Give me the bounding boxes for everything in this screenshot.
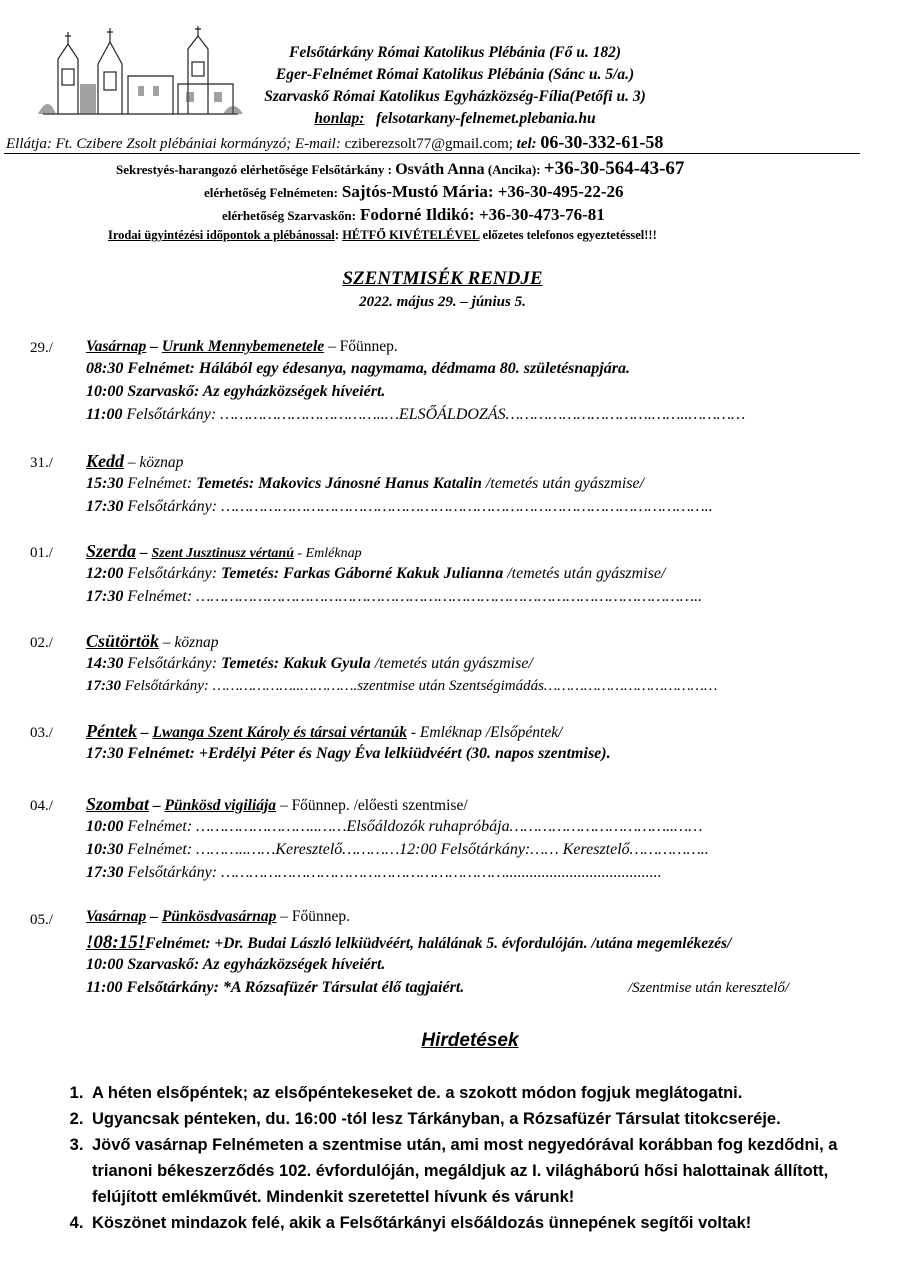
office-hours: [108, 228, 657, 243]
feast-rank: – köznap: [159, 634, 219, 651]
day-dash: –: [146, 338, 162, 355]
mass-line: [86, 498, 713, 516]
office-suffix: előzetes telefonos egyeztetéssel!!!: [482, 228, 657, 242]
felnemet-contact: [204, 182, 624, 202]
mass-text: Temetés: Makovics Jánosné Hanus Katalin: [196, 475, 482, 492]
mass-text: Felnémet: ……………………..……Elsőáldozók ruhapróbája……………………………..……: [123, 818, 703, 835]
mass-line: [86, 475, 644, 493]
day-number: 01./: [30, 545, 53, 561]
feast-rank: – köznap: [124, 454, 184, 471]
mass-line: [86, 864, 662, 882]
day-heading: [86, 338, 398, 356]
mass-note: /Szentmise után keresztelő/: [628, 980, 790, 996]
mass-note: /temetés után gyászmise/: [503, 565, 666, 582]
mass-place: Felnémet:: [123, 475, 197, 492]
office-colon: :: [334, 228, 340, 242]
szarvasko-value: Fodorné Ildikó: +36-30-473-76-81: [359, 205, 605, 224]
schedule-title: SZENTMISÉK RENDJE: [342, 268, 543, 289]
office-label: Irodai ügyintézési időpontok a plébánossal: [108, 228, 335, 242]
day-heading: [86, 908, 350, 926]
mass-time: 17:30: [86, 864, 124, 881]
parish-line-1: Felsőtárkány Római Katolikus Plébánia (Fő u. 182): [289, 44, 621, 61]
day-heading: [86, 541, 362, 562]
parish-line-3: Szarvaskő Római Katolikus Egyházközség-Fília(Petőfi u. 3): [264, 88, 646, 105]
day-name: Péntek: [86, 721, 137, 741]
day-dash: –: [149, 797, 165, 814]
day-name: Szerda: [86, 541, 137, 561]
mass-line: [86, 956, 385, 974]
day-dash: –: [136, 544, 152, 561]
mass-text: Temetés: Farkas Gáborné Kakuk Julianna: [221, 565, 504, 582]
sexton-name: Osváth Anna: [395, 161, 485, 178]
mass-line: [86, 588, 702, 606]
day-dash: –: [146, 908, 162, 925]
mass-text: Felnémet: Hálából egy édesanya, nagymama, dédmama 80. születésnapjára.: [123, 360, 630, 377]
mass-time: 17:30: [86, 745, 124, 762]
day-name: Vasárnap: [86, 338, 147, 355]
mass-text: Szarvaskő: Az egyházközségek híveiért.: [123, 383, 386, 400]
mass-line: [86, 818, 703, 836]
day-heading: [86, 451, 183, 472]
szarvasko-label: elérhetőség Szarvaskőn:: [222, 208, 356, 223]
mass-text: Felsőtárkány: *A Rózsafüzér Társulat élő tagjaiért.: [122, 979, 465, 996]
contact-email[interactable]: cziberezsolt77@gmail.com;: [344, 136, 513, 152]
mass-text: Felnémet: +Dr. Budai László lelkiüdvéért, halálának 5. évfordulóján. /utána megemlékezés/: [145, 935, 732, 952]
mass-time: 10:00: [86, 383, 124, 400]
day-heading: [86, 794, 468, 815]
day-number: 31./: [30, 455, 53, 471]
mass-time: 17:30: [86, 678, 121, 694]
feast-name: Pünkösd vigiliája: [164, 797, 277, 814]
day-number: 04./: [30, 798, 53, 814]
feast-rank: – Főünnep. /előesti szentmise/: [276, 797, 468, 814]
contact-tel: 06-30-332-61-58: [540, 132, 664, 152]
sexton-label: Sekrestyés-harangozó elérhetősége Felsőtárkány :: [116, 162, 392, 177]
sexton-nick: (Ancika):: [487, 162, 541, 177]
feast-name: Urunk Mennybemenetele: [161, 338, 325, 355]
homepage-line: [195, 110, 715, 128]
mass-line: [86, 841, 709, 859]
mass-place: Felsőtárkány:: [123, 655, 222, 672]
day-number: 29./: [30, 340, 53, 356]
mass-time: 17:30: [86, 588, 124, 605]
szarvasko-contact: [222, 205, 605, 225]
sexton-phone: +36-30-564-43-67: [543, 158, 685, 179]
mass-time: !08:15!: [86, 932, 146, 953]
announcement-item: 3. Jövő vasárnap Felnémeten a szentmise után, ami most negyedórával korábban fog kezdődni, a trianoni békeszerződés 102. évfordulóján, megáldjuk az I. világháború hősi halottainak állított, felújított emlékművét. Mindenkit szeretettel hívunk és várunk!: [88, 1132, 888, 1210]
mass-time: 17:30: [86, 498, 124, 515]
day-name: Szombat: [86, 794, 150, 814]
feast-rank: - Emléknap /Elsőpéntek/: [407, 724, 563, 741]
contact-prefix: Ellátja: Ft. Czibere Zsolt plébániai kormányzó; E-mail:: [6, 136, 341, 152]
mass-time: 15:30: [86, 475, 124, 492]
homepage-url[interactable]: felsotarkany-felnemet.plebania.hu: [376, 110, 596, 127]
announcement-item: 4. Köszönet mindazok felé, akik a Felsőtárkányi elsőáldozás ünnepének segítői voltak!: [88, 1210, 888, 1236]
mass-line: [86, 979, 464, 997]
mass-text: Felsőtárkány: ……………………………..…ELSŐÁLDOZÁS………………………….……..…………: [122, 406, 746, 423]
day-number: 05./: [30, 912, 53, 928]
schedule-dates: 2022. május 29. – június 5.: [359, 294, 526, 310]
announcements-title: Hirdetések: [421, 1030, 519, 1051]
feast-name: Szent Jusztinusz vértanú: [151, 546, 294, 561]
mass-time: 14:30: [86, 655, 124, 672]
mass-time: 10:00: [86, 818, 124, 835]
mass-time: 11:00: [86, 406, 123, 423]
mass-line: [86, 678, 717, 695]
day-dash: –: [137, 724, 153, 741]
parish-line-2: Eger-Felnémet Római Katolikus Plébánia (Sánc u. 5/a.): [275, 66, 635, 83]
mass-text: Szarvaskő: Az egyházközségek híveiért.: [123, 956, 386, 973]
day-heading: [86, 631, 218, 652]
mass-text: Felsőtárkány: ………………..………….szentmise után Szentségimádás…………………………………: [121, 678, 718, 694]
mass-note: /temetés után gyászmise/: [481, 475, 645, 492]
mass-time: 10:30: [86, 841, 124, 858]
mass-note: /temetés után gyászmise/: [370, 655, 533, 672]
feast-rank: – Főünnep.: [276, 908, 350, 925]
contact-tel-label: tel:: [516, 136, 537, 152]
sexton-line: [116, 158, 684, 180]
homepage-label: honlap:: [314, 110, 365, 127]
contact-line: [6, 132, 663, 153]
feast-name: Pünkösdvasárnap: [161, 908, 277, 925]
office-exception: HÉTFŐ KIVÉTELÉVEL: [342, 228, 480, 242]
day-number: 03./: [30, 725, 53, 741]
feast-rank: – Főünnep.: [324, 338, 398, 355]
mass-line: [86, 360, 630, 378]
day-name: Vasárnap: [86, 908, 147, 925]
mass-text: Temetés: Kakuk Gyula: [221, 655, 371, 672]
mass-line: [86, 932, 731, 954]
mass-time: 10:00: [86, 956, 124, 973]
mass-text: Felnémet: +Erdélyi Péter és Nagy Éva lelkiüdvéért (30. napos szentmise).: [123, 745, 611, 762]
felnemet-label: elérhetőség Felnémeten:: [204, 185, 338, 200]
announcement-item: 2. Ugyancsak pénteken, du. 16:00 -tól lesz Tárkányban, a Rózsafüzér Társulat titokcseréje.: [88, 1106, 888, 1132]
day-heading: [86, 721, 562, 742]
mass-place: Felsőtárkány:: [123, 565, 222, 582]
mass-text: Felnémet: ……………………………………………………………………………………………..: [123, 588, 703, 605]
mass-line: [86, 383, 385, 401]
mass-line: [86, 406, 745, 424]
mass-text: Felnémet: ………..……Keresztelő…………12:00 Felsőtárkány:…… Keresztelő……………..: [123, 841, 709, 858]
day-name: Csütörtök: [86, 631, 160, 651]
felnemet-value: Sajtós-Mustó Mária: +36-30-495-22-26: [341, 182, 624, 201]
announcements-list: [60, 1080, 888, 1236]
mass-line: [86, 565, 665, 583]
feast-name: Lwanga Szent Károly és társai vértanúk: [152, 724, 407, 741]
mass-text: Felsőtárkány: …………………………………………………….......................................: [123, 864, 662, 881]
day-name: Kedd: [86, 451, 124, 471]
header-divider: [4, 153, 860, 154]
mass-line: [86, 745, 611, 763]
day-number: 02./: [30, 635, 53, 651]
mass-time: 12:00: [86, 565, 124, 582]
mass-time: 08:30: [86, 360, 124, 377]
mass-text: Felsőtárkány: …………………………………………………………………………………………..: [123, 498, 713, 515]
mass-line: [86, 655, 533, 673]
feast-rank: - Emléknap: [293, 546, 362, 561]
announcement-item: 1. A héten elsőpéntek; az elsőpéntekeseket de. a szokott módon fogjuk meglátogatni.: [88, 1080, 888, 1106]
mass-time: 11:00: [86, 979, 123, 996]
